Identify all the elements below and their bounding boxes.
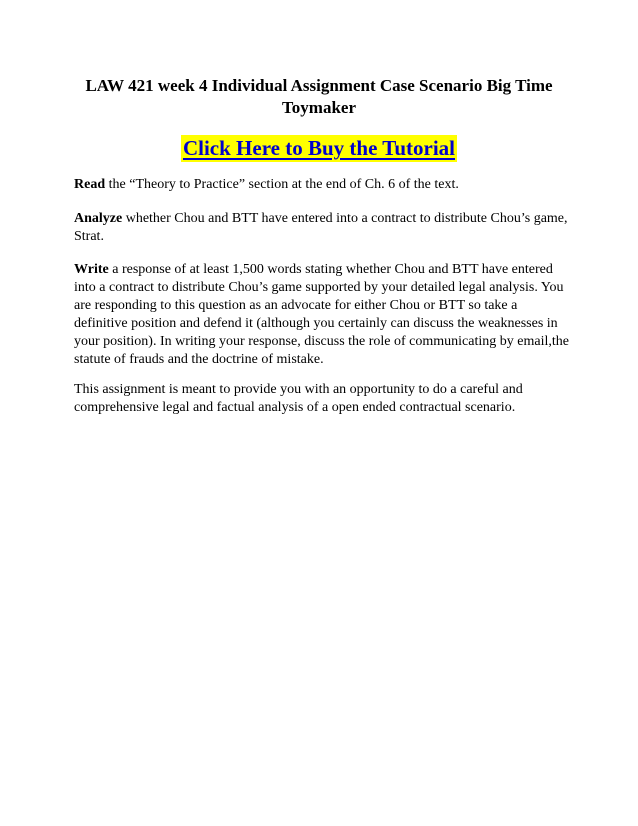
paragraph-lead-read: Read — [74, 177, 106, 192]
paragraph-read — [74, 176, 574, 194]
paragraph-text-write: a response of at least 1,500 words stating whether Chou and BTT have entered into a contract to distribute Chou’s game supported by your detailed legal analysis. You are responding to this question as an advocate for either Chou or BTT so take a definitive position and defend it (although you certainly can discuss the weaknesses in your position). In writing your response, discuss the role of communicating by email,the statute of frauds and the doctrine of mistake. — [74, 262, 569, 367]
paragraph-write — [74, 261, 574, 369]
buy-link-container — [0, 135, 638, 162]
paragraph-text-read: the “Theory to Practice” section at the end of Ch. 6 of the text. — [105, 177, 459, 192]
paragraph-analyze — [74, 210, 574, 246]
paragraph-lead-write: Write — [74, 262, 109, 277]
paragraph-text-analyze: whether Chou and BTT have entered into a contract to distribute Chou’s game, Strat. — [74, 211, 568, 244]
paragraph-purpose: This assignment is meant to provide you with an opportunity to do a careful and comprehensive legal and factual analysis of a open ended contractual scenario. — [74, 382, 523, 415]
paragraph-lead-analyze: Analyze — [74, 211, 123, 226]
document-title: LAW 421 week 4 Individual Assignment Case Scenario Big Time Toymaker — [85, 76, 553, 117]
buy-tutorial-link[interactable]: Click Here to Buy the Tutorial — [182, 136, 456, 160]
